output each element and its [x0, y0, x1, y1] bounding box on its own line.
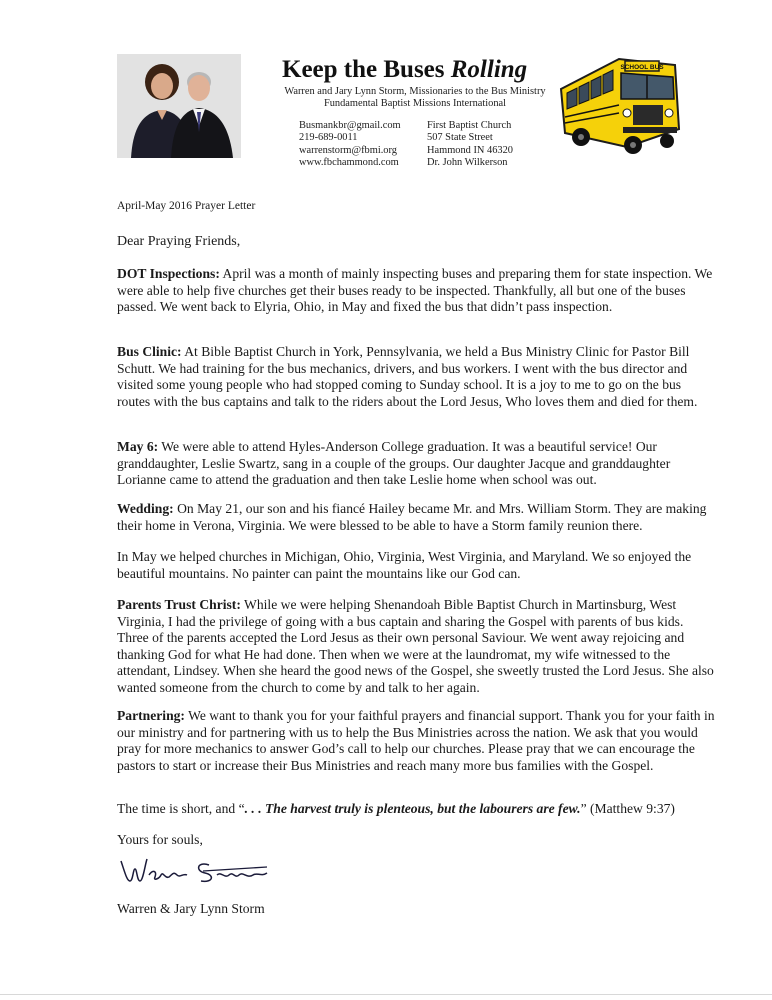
newsletter-subtitle — [250, 86, 580, 110]
quote-intro: The time is short, and “ — [117, 801, 245, 816]
paragraph-heading: May 6: — [117, 439, 159, 454]
handwritten-signature — [117, 851, 277, 889]
title-main: Keep the Buses — [282, 56, 451, 83]
bus-sign-text: SCHOOL BUS — [620, 64, 664, 71]
paragraph-text: On May 21, our son and his fiancé Hailey became Mr. and Mrs. William Storm. They are making their home in Verona, Virginia. We were blessed to be able to have a Storm family reunion there. — [117, 501, 707, 533]
paragraph-text: We want to thank you for your faithful prayers and financial support. Thank you for your faith in our ministry and for partnering with us to help the Bus Ministries across the nation. We ask that you would pray for more mechanics to answer God’s call to help our churches. Please pray that we can encourage the pastors to start or increase their Bus Ministries and reach many more bus families with the Gospel. — [117, 708, 715, 773]
paragraph-parents-trust-christ — [117, 597, 717, 696]
subtitle-line-2: Fundamental Baptist Missions International — [323, 98, 507, 109]
email-text: Busmankbr@gmail.com — [299, 120, 401, 131]
paragraph-states — [117, 549, 717, 582]
contact-block-left — [299, 120, 401, 170]
subtitle-line-1: Warren and Jary Lynn Storm, Missionaries to the Bus Ministry — [284, 86, 546, 97]
paragraph-text: While we were helping Shenandoah Bible Baptist Church in Martinsburg, West Virginia, I had the privilege of going with a bus captain and sharing the Gospel with parents of bus kids. Three of the parents accepted the Lord Jesus as their own personal Saviour. We went away rejoicing and thanking God for what He had done. Then when we were at the laundromat, my wife witnessed to the attendant, Lindsey. When she heard the good news of the Gospel, she sweetly trusted the Lord Jesus. She also wanted someone from the church to come by and talk to her again. — [117, 597, 714, 695]
paragraph-partnering — [117, 708, 717, 774]
paragraph-text: At Bible Baptist Church in York, Pennsylvania, we held a Bus Ministry Clinic for Pastor Bill Schutt. We had training for the bus mechanics, drivers, and bus workers. I went with the bus director and visited some young people who had stopped coming to Sunday school. It is a joy to me to go on the bus routes with the bus captains and talk to the riders about the Lord Jesus, Who loves them and died for them. — [117, 344, 698, 409]
quote-text: . . . The harvest truly is plenteous, but the labourers are few. — [244, 801, 581, 816]
church-city: Hammond IN 46320 — [427, 144, 514, 156]
scripture-quote — [117, 801, 717, 818]
paragraph-text: April was a month of mainly inspecting buses and preparing them for state inspection. We were able to help five churches get their buses ready to be inspected. Thankfully, all but one of the buses passed. We went back to Elyria, Ohio, in May and fixed the bus that didn’t pass inspection. — [117, 266, 713, 314]
paragraph-wedding — [117, 501, 717, 534]
paragraph-may-6 — [117, 439, 717, 489]
school-bus-illustration — [557, 55, 681, 161]
closing: Yours for souls, — [117, 832, 203, 847]
paragraph-heading: Partnering: — [117, 708, 185, 723]
signer-name: Warren & Jary Lynn Storm — [117, 901, 265, 916]
paragraph-heading: Parents Trust Christ: — [117, 597, 241, 612]
letter-date-line: April-May 2016 Prayer Letter — [117, 200, 256, 212]
paragraph-heading: Wedding: — [117, 501, 174, 516]
phone-text: 219-689-0011 — [299, 132, 358, 144]
pastor-name: Dr. John Wilkerson — [427, 157, 508, 169]
paragraph-bus-clinic — [117, 344, 717, 410]
website-text: www.fbchammond.com — [299, 157, 399, 169]
paragraph-heading: DOT Inspections: — [117, 266, 220, 281]
email-text-2: warrenstorm@fbmi.org — [299, 144, 397, 156]
page-bottom-edge — [0, 994, 772, 995]
contact-block-right — [427, 120, 513, 170]
paragraph-text: We were able to attend Hyles-Anderson College graduation. It was a beautiful service! Our granddaughter, Leslie Swartz, sang in a couple of the groups. Our daughter Jacque and granddaughter Lorianne came to attend the graduation and then take Leslie home when school was out. — [117, 439, 671, 487]
paragraph-text: In May we helped churches in Michigan, Ohio, Virginia, West Virginia, and Maryland. We so enjoyed the beautiful mountains. No painter can paint the mountains like our God can. — [117, 549, 692, 581]
newsletter-title — [282, 56, 544, 84]
title-italic: Rolling — [450, 56, 528, 83]
paragraph-dot-inspections — [117, 266, 717, 316]
church-name: First Baptist Church — [427, 120, 512, 131]
church-street: 507 State Street — [427, 132, 493, 144]
quote-reference: ” (Matthew 9:37) — [580, 801, 675, 816]
paragraph-heading: Bus Clinic: — [117, 344, 182, 359]
salutation: Dear Praying Friends, — [117, 234, 241, 249]
missionaries-photo — [117, 54, 241, 158]
